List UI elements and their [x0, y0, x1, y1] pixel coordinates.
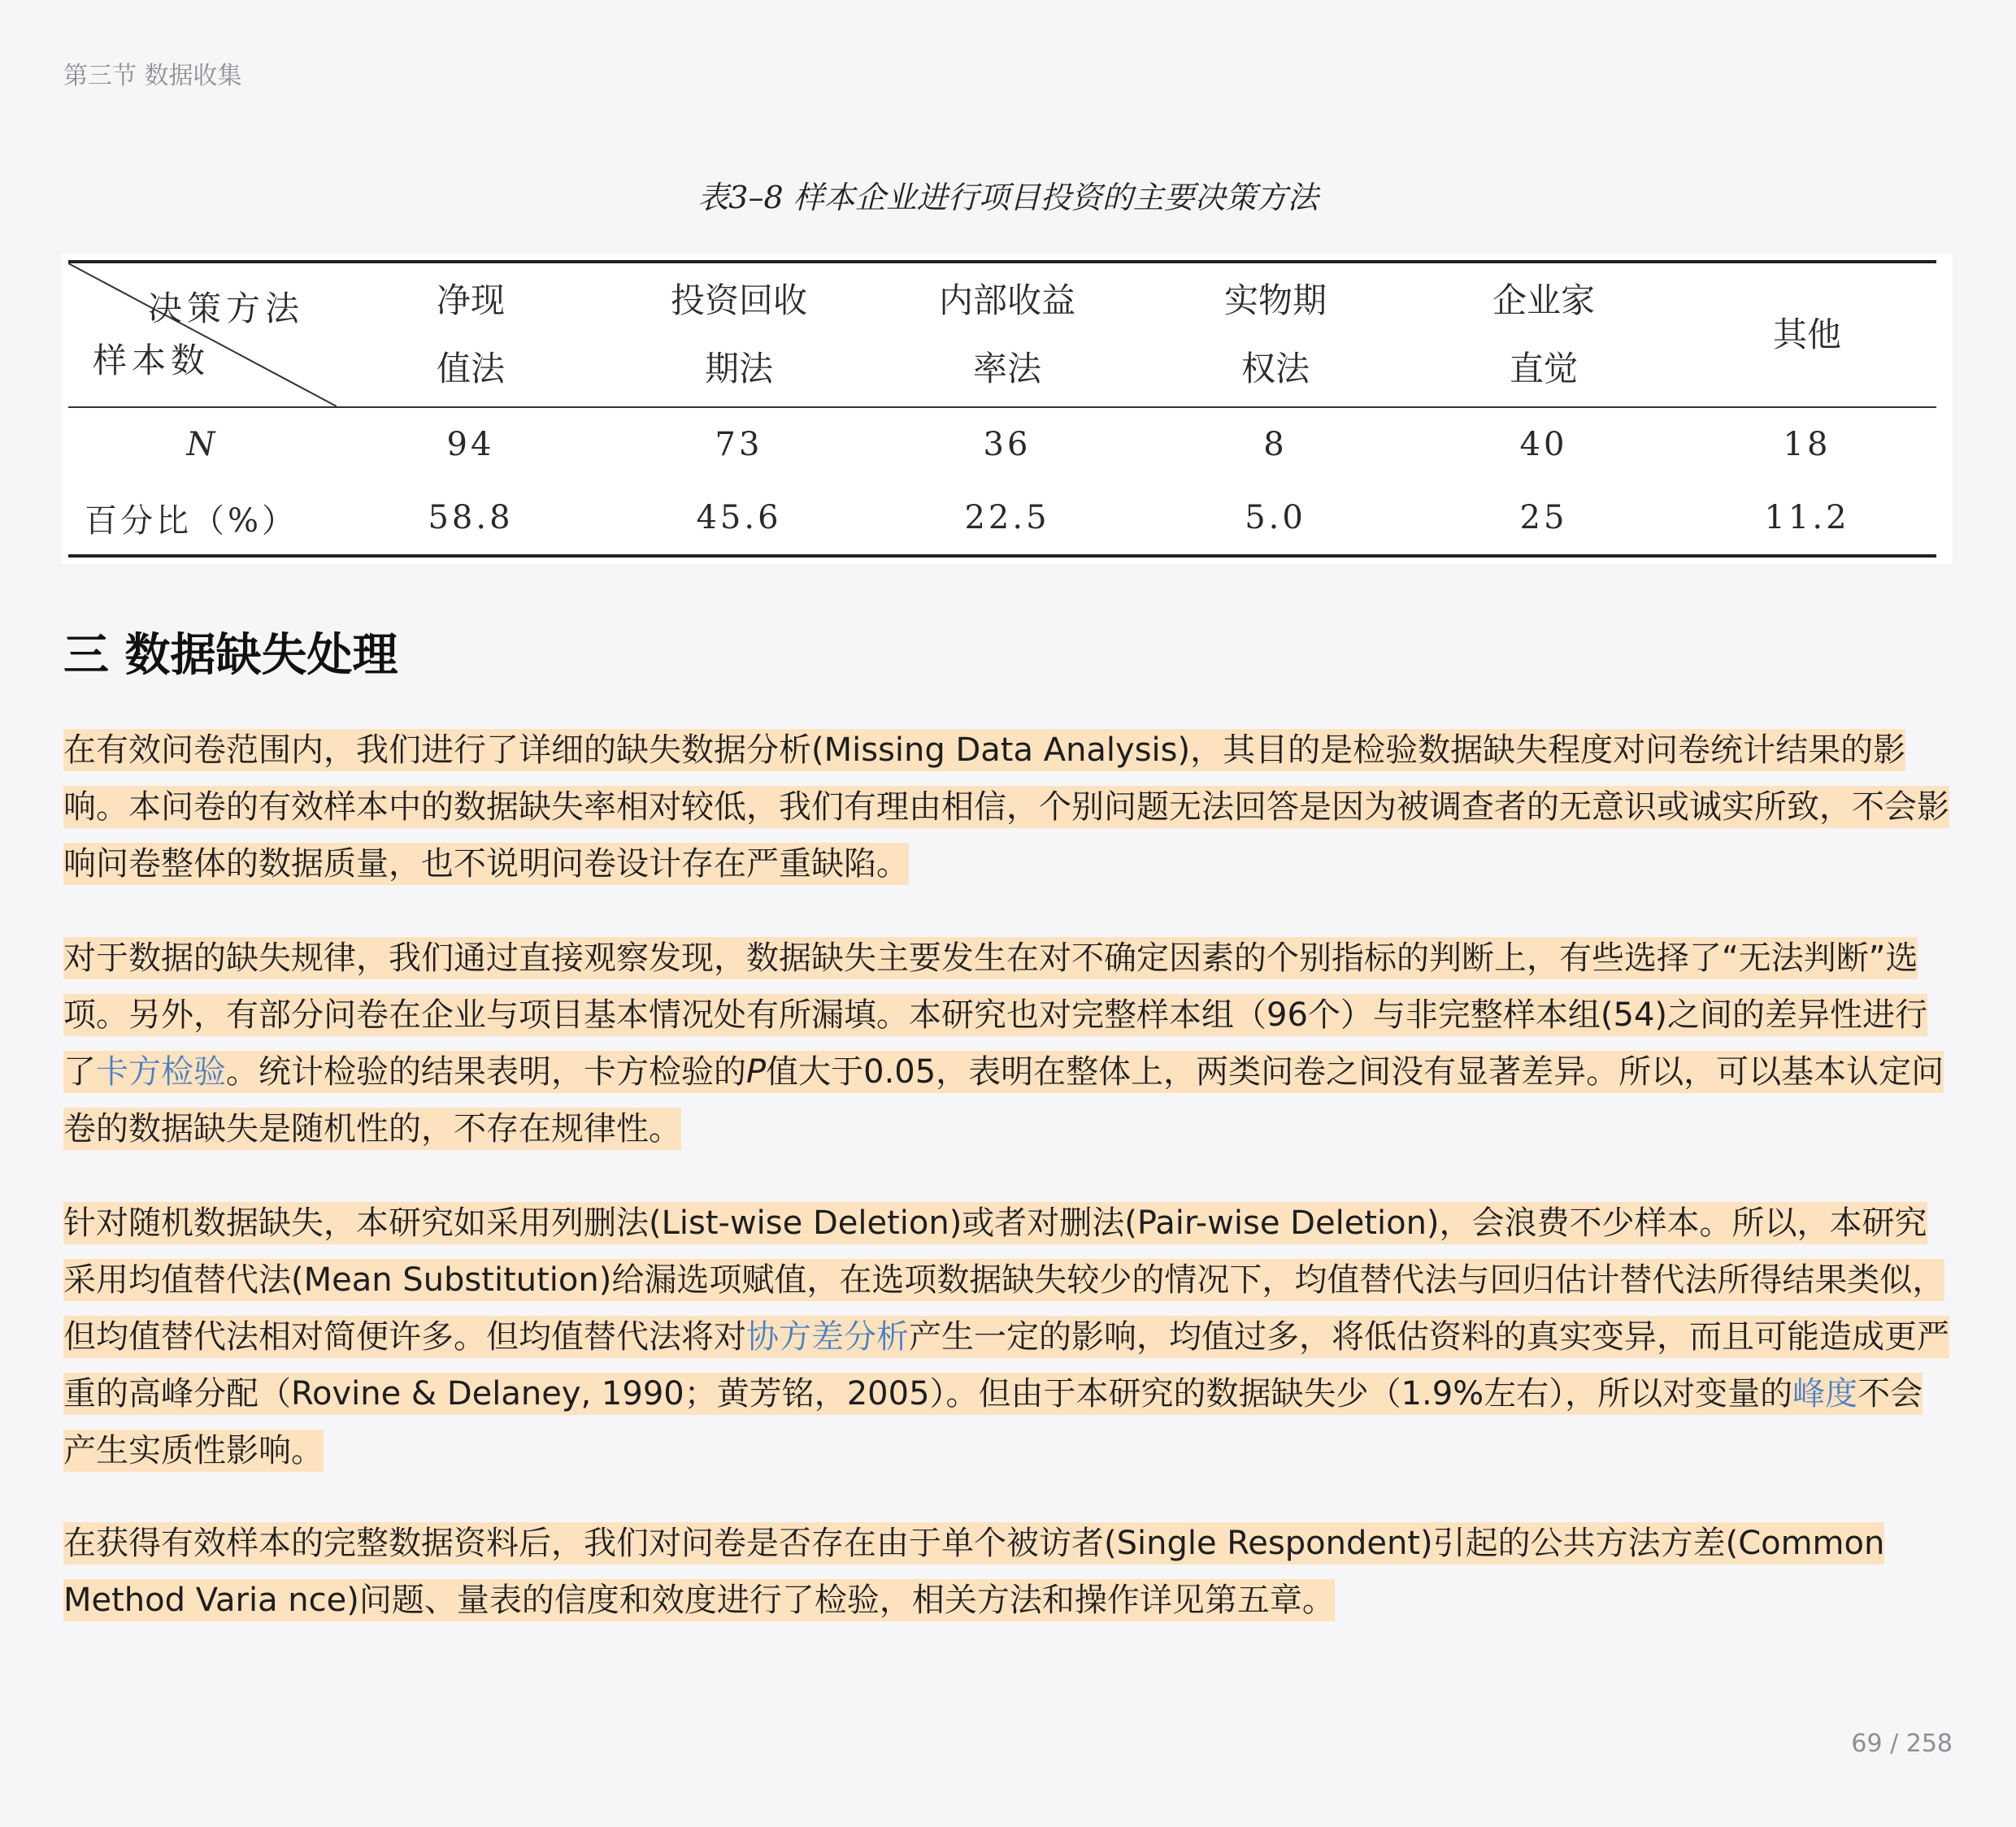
paragraph-3 — [63, 1195, 1954, 1479]
column-header-line1: 净现 — [436, 280, 505, 320]
row-label: N — [186, 426, 219, 463]
column-header-line1: 实物期 — [1223, 280, 1327, 320]
table-cell: 11.2 — [1764, 499, 1850, 536]
corner-bottom-label: 样本数 — [93, 341, 211, 380]
column-header — [1141, 262, 1410, 407]
page-indicator: 69 / 258 — [1851, 1729, 1953, 1758]
chi-square-test-link[interactable]: 卡方检验 — [96, 1053, 226, 1091]
paragraph-text: 针对随机数据缺失，本研究如采用列删法(List-wise Deletion)或者对删法(Pair-wise Deletion)，会浪费不少样本。所以，本研究采用均值替代法(Mean Substitution)给漏选项赋值，在选项数据缺失较少的情况下，均值替代法与回归估计替代法所得结果类似，但均值替代法相对简便许多。但均值替代法将对 — [63, 1204, 1945, 1356]
table-cell: 5.0 — [1245, 499, 1306, 536]
section-label: 第三节 数据收集 — [63, 62, 242, 90]
table-cell: 73 — [715, 426, 763, 463]
column-header-line2: 权法 — [1240, 349, 1310, 388]
table-header-row — [68, 262, 1936, 407]
column-header-line1: 内部收益 — [938, 280, 1075, 320]
kurtosis-link[interactable]: 峰度 — [1792, 1375, 1858, 1413]
column-header-line2: 直觉 — [1509, 349, 1578, 388]
row-label: 百分比（%） — [85, 501, 298, 540]
paragraph-1 — [63, 722, 1954, 892]
highlighted-text[interactable] — [63, 937, 1944, 1150]
paragraph-text: 产生一定的影响，均值过多，将低估资料的真实变异，而且可能造成更严重的高峰分配（Rovine & Delaney, 1990；黄芳铭，2005）。但由于本研究的数据缺失少（1.9%左右），所以对变量的 — [63, 1318, 1949, 1413]
paragraph-2 — [63, 930, 1954, 1157]
paragraph-4 — [63, 1515, 1954, 1629]
highlighted-text[interactable]: 在获得有效样本的完整数据资料后，我们对问卷是否存在由于单个被访者(Single Respondent)引起的公共方法方差(Common Method Varia nce)问题、量表的信度和效度进行了检验，相关方法和操作详见第五章。 — [63, 1522, 1884, 1621]
column-header-line2: 率法 — [972, 349, 1041, 388]
paragraph-text: 。统计检验的结果表明，卡方检验的 — [226, 1053, 746, 1091]
section-heading: 三 数据缺失处理 — [63, 628, 398, 682]
column-header — [337, 262, 605, 407]
table-row — [68, 481, 1936, 556]
column-header — [873, 262, 1141, 407]
table-cell: 94 — [446, 426, 495, 463]
p-value-symbol: P — [746, 1053, 767, 1091]
column-header-line1: 投资回收 — [670, 280, 807, 320]
paragraph-text: 不会产生实质性影响。 — [63, 1375, 1923, 1469]
table-cell: 18 — [1783, 426, 1831, 463]
table-cell: 8 — [1263, 426, 1288, 463]
paragraph-text: 值大于0.05，表明在整体上，两类问卷之间没有显著差异。所以，可以基本认定问卷的数据缺失是随机性的，不存在规律性。 — [63, 1053, 1944, 1148]
paragraph-text: 对于数据的缺失规律，我们通过直接观察发现，数据缺失主要发生在对不确定因素的个别指标的判断上，有些选择了“无法判断”选项。另外，有部分问卷在企业与项目基本情况处有所漏填。本研究也对完整样本组（96个）与非完整样本组(54)之间的差异性进行了 — [63, 940, 1928, 1091]
highlighted-text[interactable]: 在有效问卷范围内，我们进行了详细的缺失数据分析(Missing Data Analysis)，其目的是检验数据缺失程度对问卷统计结果的影响。本问卷的有效样本中的数据缺失率相对较低，我们有理由相信，个别问题无法回答是因为被调查者的无意识或诚实所致，不会影响问卷整体的数据质量，也不说明问卷设计存在严重缺陷。 — [63, 729, 1949, 885]
decision-methods-table — [68, 260, 1936, 558]
column-header — [1678, 262, 1936, 407]
table-cell: 36 — [983, 426, 1032, 463]
table-cell: 45.6 — [696, 499, 782, 536]
column-header-line2: 期法 — [704, 349, 773, 388]
corner-top-label: 决策方法 — [147, 289, 304, 328]
covariance-analysis-link[interactable]: 协方差分析 — [746, 1318, 909, 1356]
table-cell: 40 — [1519, 426, 1568, 463]
table-cell: 58.8 — [428, 499, 514, 536]
table-image — [62, 254, 1953, 564]
table-caption: 表3–8 样本企业进行项目投资的主要决策方法 — [697, 180, 1319, 215]
table-cell: 25 — [1519, 499, 1568, 536]
table-corner-cell — [68, 262, 337, 407]
column-header-line1: 企业家 — [1492, 280, 1595, 320]
column-header-line1: 其他 — [1772, 315, 1841, 354]
highlighted-text[interactable] — [63, 1202, 1949, 1472]
column-header-line2: 值法 — [436, 349, 505, 388]
table-row — [68, 407, 1936, 481]
table-cell: 22.5 — [964, 499, 1050, 536]
column-header — [1410, 262, 1678, 407]
column-header — [605, 262, 873, 407]
